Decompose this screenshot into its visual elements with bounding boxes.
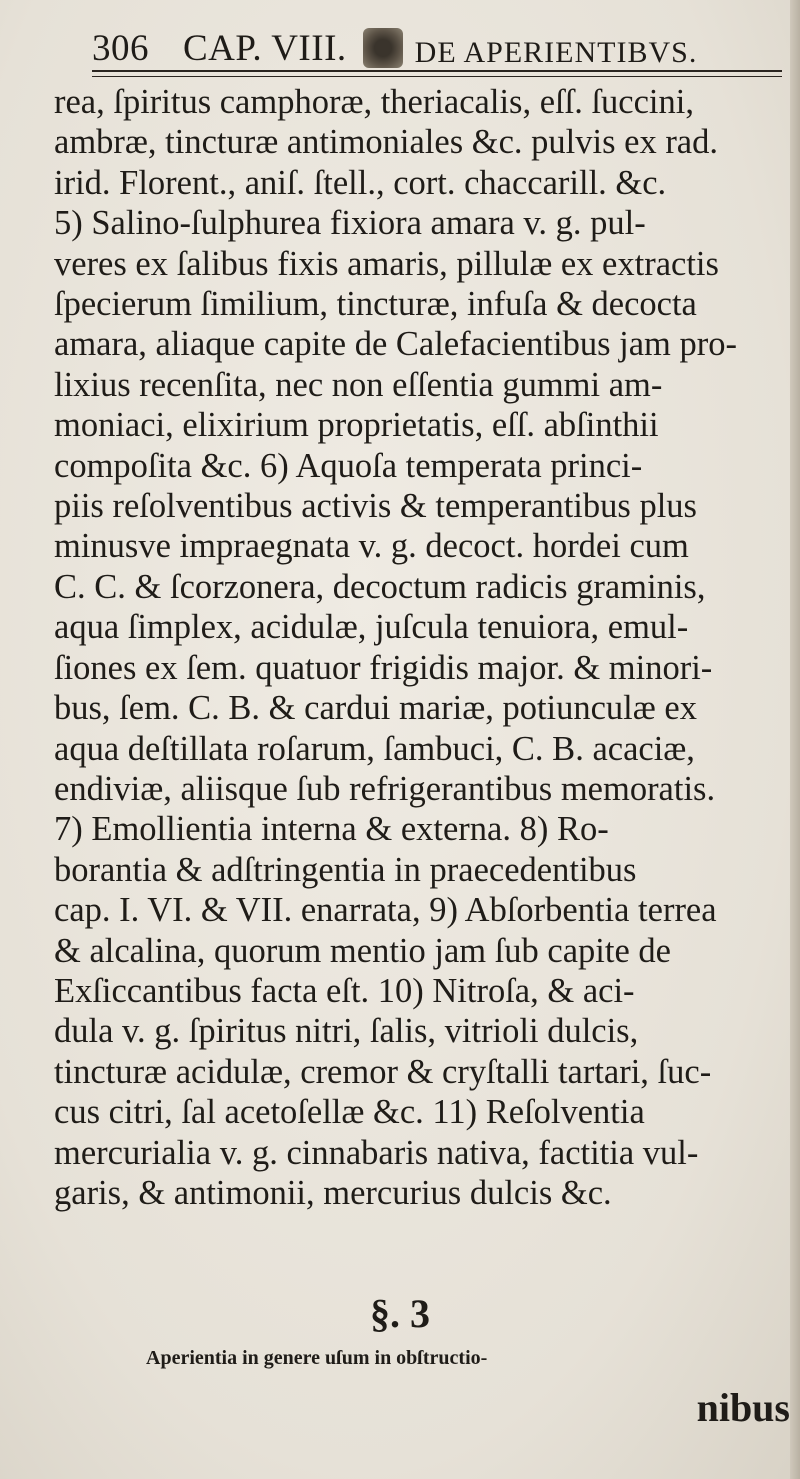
ornamental-initial-icon — [363, 28, 403, 68]
text-line: lixius recenſita, nec non eſſentia gummi am- — [54, 365, 663, 404]
section-heading: Aperientia in genere uſum in obſtructio- — [146, 1347, 488, 1369]
text-line: veres ex ſalibus fixis amaris, pillulæ ex extractis — [54, 244, 719, 283]
text-line: compoſita &c. 6) Aquoſa temperata princi- — [54, 446, 643, 485]
text-line: minusve impraegnata v. g. decoct. hordei cum — [54, 527, 689, 566]
text-line: irid. Florent., aniſ. ſtell., cort. chaccarill. &c. — [54, 163, 667, 202]
chapter-label: CAP. VIII. — [183, 28, 347, 69]
text-line: piis reſolventibus activis & temperantibus plus — [54, 487, 697, 526]
running-title: DE APERIENTIBVS. — [414, 36, 698, 69]
text-line: 7) Emollientia interna & externa. 8) Ro- — [54, 810, 609, 849]
page-edge-shadow — [790, 0, 800, 1479]
text-line: ſiones ex ſem. quatuor frigidis major. & minori- — [54, 648, 713, 687]
text-line: cus citri, ſal acetoſellæ &c. 11) Reſolventia — [54, 1093, 645, 1132]
text-line: rea, ſpiritus camphoræ, theriacalis, eſſ. ſuccini, — [54, 83, 694, 121]
text-line: ſpecierum ſimilium, tincturæ, infuſa & decocta — [54, 285, 697, 324]
text-line: endiviæ, aliisque ſub refrigerantibus memoratis. — [54, 769, 716, 808]
text-line: Exſiccantibus facta eſt. 10) Nitroſa, & aci- — [54, 971, 635, 1010]
text-line: aqua deſtillata roſarum, ſambuci, C. B. acaciæ, — [54, 729, 695, 768]
text-line: dula v. g. ſpiritus nitri, ſalis, vitrioli dulcis, — [54, 1012, 639, 1051]
page-number: 306 — [92, 28, 149, 69]
text-line: garis, & antimonii, mercurius dulcis &c. — [54, 1173, 612, 1212]
text-line: cap. I. VI. & VII. enarrata, 9) Abſorbentia terrea — [54, 891, 717, 930]
body-text — [54, 82, 782, 1213]
running-header — [92, 14, 782, 70]
text-line: aqua ſimplex, acidulæ, juſcula tenuiora, emul- — [54, 608, 689, 647]
text-line: borantia & adſtringentia in praecedentibus — [54, 850, 637, 889]
text-line: bus, ſem. C. B. & cardui mariæ, potiunculæ ex — [54, 689, 697, 728]
text-line: & alcalina, quorum mentio jam ſub capite de — [54, 931, 671, 970]
text-line: 5) Salino-ſulphurea fixiora amara v. g. pul- — [54, 204, 646, 243]
text-line: C. C. & ſcorzonera, decoctum radicis graminis, — [54, 567, 706, 606]
catchword: nibus — [696, 1385, 790, 1430]
text-line: tincturæ acidulæ, cremor & cryſtalli tartari, ſuc- — [54, 1052, 712, 1091]
header-rule — [92, 70, 782, 77]
text-line: ambræ, tincturæ antimoniales &c. pulvis ex rad. — [54, 123, 718, 162]
section-mark: §. 3 — [370, 1291, 430, 1336]
text-line: mercurialia v. g. cinnabaris nativa, factitia vul- — [54, 1133, 699, 1172]
text-line: amara, aliaque capite de Calefacientibus jam pro- — [54, 325, 737, 364]
text-line: moniaci, elixirium proprietatis, eſſ. abſinthii — [54, 406, 659, 445]
